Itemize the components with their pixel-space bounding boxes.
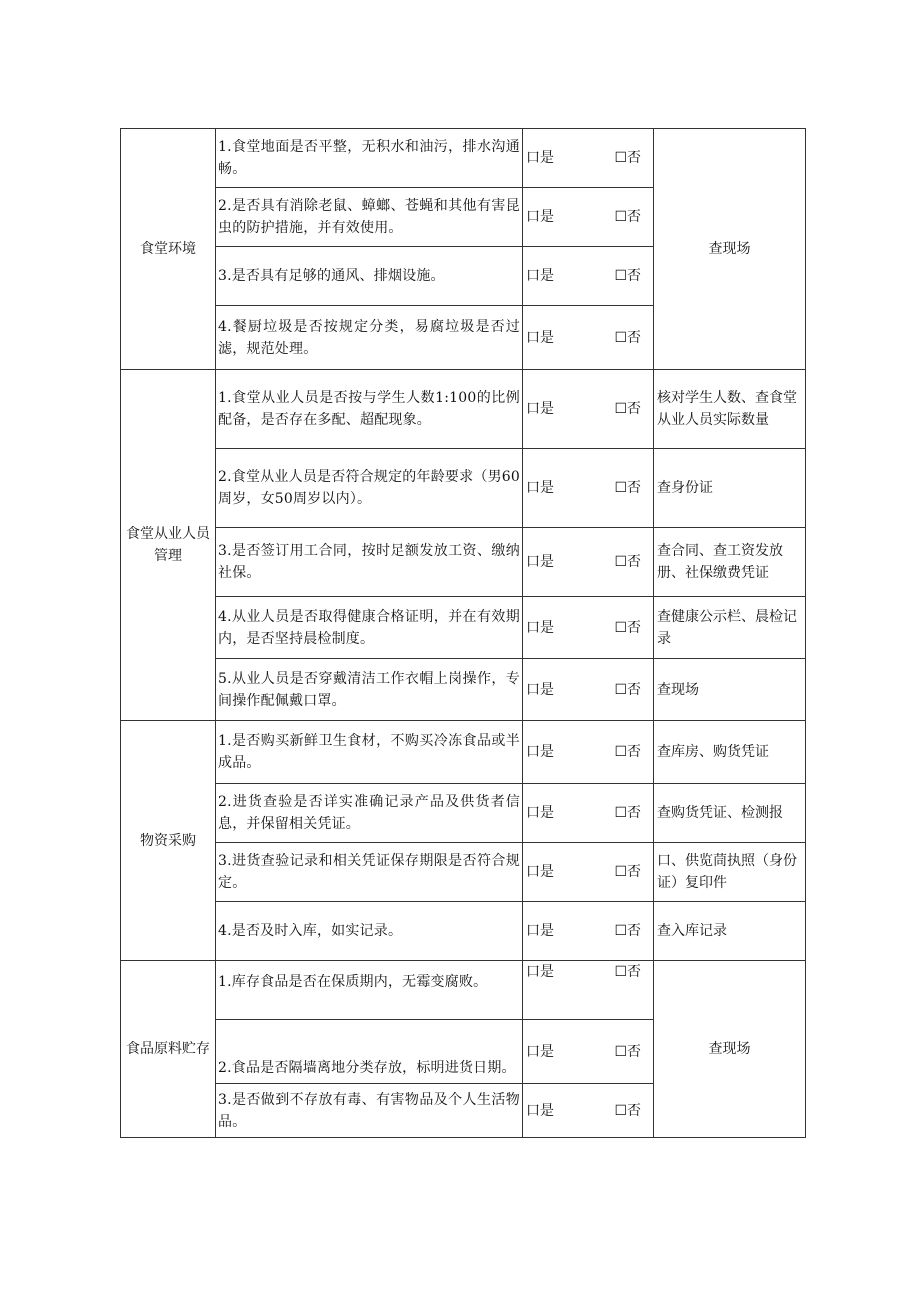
- yes-checkbox[interactable]: 口是: [526, 150, 554, 166]
- check-item: 4.从业人员是否取得健康合格证明，并在有效期内，是否坚持晨检制度。: [216, 597, 523, 659]
- no-checkbox[interactable]: ☐否: [614, 554, 641, 570]
- yes-checkbox[interactable]: 口是: [526, 681, 554, 698]
- no-checkbox[interactable]: ☐否: [614, 964, 641, 980]
- no-checkbox[interactable]: ☐否: [614, 268, 641, 284]
- no-checkbox[interactable]: ☐否: [614, 209, 641, 225]
- category-cell: 食品原料贮存: [121, 961, 216, 1138]
- check-method: 查现场: [654, 129, 806, 370]
- yes-no-options: [523, 528, 654, 597]
- yes-no-options: [523, 188, 654, 247]
- category-cell: 食堂从业人员管理: [121, 370, 216, 721]
- yes-checkbox[interactable]: 口是: [526, 329, 554, 346]
- no-checkbox[interactable]: ☐否: [614, 805, 641, 821]
- yes-no-options: [523, 1084, 654, 1138]
- no-checkbox[interactable]: ☐否: [614, 1102, 641, 1119]
- yes-checkbox[interactable]: 口是: [526, 554, 554, 570]
- yes-no-options: [523, 129, 654, 188]
- check-item: 2.食品是否隔墙离地分类存放，标明进货日期。: [216, 1020, 523, 1084]
- yes-no-options: [523, 961, 654, 1020]
- yes-no-options: [523, 449, 654, 528]
- yes-no-options: [523, 306, 654, 370]
- inspection-sheet: [120, 128, 805, 1138]
- yes-no-options: [523, 902, 654, 961]
- check-method: 查购货凭证、检测报: [654, 784, 806, 843]
- check-item: 1.是否购买新鲜卫生食材，不购买冷冻食品或半成品。: [216, 721, 523, 784]
- yes-no-options: [523, 784, 654, 843]
- yes-no-options: [523, 659, 654, 721]
- no-checkbox[interactable]: ☐否: [614, 401, 641, 417]
- check-item: 4.是否及时入库，如实记录。: [216, 902, 523, 961]
- check-method: 核对学生人数、查食堂从业人员实际数量: [654, 370, 806, 449]
- yes-checkbox[interactable]: 口是: [526, 964, 554, 980]
- check-item: 3.是否做到不存放有毒、有害物品及个人生活物品。: [216, 1084, 523, 1138]
- no-checkbox[interactable]: ☐否: [614, 864, 641, 880]
- check-method: 口、供览茼执照（身份证）复印件: [654, 843, 806, 902]
- yes-no-options: [523, 370, 654, 449]
- check-item: 2.是否具有消除老鼠、蟑螂、苍蝇和其他有害昆虫的防护措施，并有效使用。: [216, 188, 523, 247]
- check-item: 5.从业人员是否穿戴清洁工作衣帽上岗操作，专间操作配佩戴口罩。: [216, 659, 523, 721]
- table-row: [121, 843, 806, 902]
- category-cell: 食堂环境: [121, 129, 216, 370]
- check-item: 3.是否签订用工合同，按时足额发放工资、缴纳社保。: [216, 528, 523, 597]
- check-method: 查合同、查工资发放册、社保缴费凭证: [654, 528, 806, 597]
- check-method: 查健康公示栏、晨检记录: [654, 597, 806, 659]
- no-checkbox[interactable]: ☐否: [614, 480, 641, 496]
- yes-checkbox[interactable]: 口是: [526, 480, 554, 496]
- yes-checkbox[interactable]: 口是: [526, 864, 554, 880]
- check-item: 3.是否具有足够的通风、排烟设施。: [216, 247, 523, 306]
- inspection-table: [120, 128, 806, 1138]
- check-item: 3.进货查验记录和相关凭证保存期限是否符合规定。: [216, 843, 523, 902]
- check-item: 2.食堂从业人员是否符合规定的年龄要求（男60周岁，女50周岁以内）。: [216, 449, 523, 528]
- yes-no-options: [523, 721, 654, 784]
- yes-checkbox[interactable]: 口是: [526, 923, 554, 939]
- table-row: [121, 721, 806, 784]
- yes-no-options: [523, 597, 654, 659]
- check-method: 查库房、购货凭证: [654, 721, 806, 784]
- table-row: [121, 902, 806, 961]
- yes-checkbox[interactable]: 口是: [526, 401, 554, 417]
- no-checkbox[interactable]: ☐否: [614, 329, 641, 346]
- check-method: 查身份证: [654, 449, 806, 528]
- table-row: [121, 129, 806, 188]
- table-row: [121, 370, 806, 449]
- check-method: 查现场: [654, 961, 806, 1138]
- yes-checkbox[interactable]: 口是: [526, 268, 554, 284]
- no-checkbox[interactable]: ☐否: [614, 744, 641, 760]
- table-row: [121, 961, 806, 1020]
- table-row: [121, 659, 806, 721]
- table-row: [121, 597, 806, 659]
- no-checkbox[interactable]: ☐否: [614, 619, 641, 636]
- yes-no-options: [523, 843, 654, 902]
- table-row: [121, 528, 806, 597]
- check-item: 1.库存食品是否在保质期内，无霉变腐败。: [216, 961, 523, 1020]
- check-item: 1.食堂从业人员是否按与学生人数1:100的比例配备，是否存在多配、超配现象。: [216, 370, 523, 449]
- yes-checkbox[interactable]: 口是: [526, 744, 554, 760]
- yes-checkbox[interactable]: 口是: [526, 209, 554, 225]
- yes-checkbox[interactable]: 口是: [526, 805, 554, 821]
- check-item: 1.食堂地面是否平整，无积水和油污，排水沟通畅。: [216, 129, 523, 188]
- check-item: 2.进货查验是否详实准确记录产品及供货者信息，并保留相关凭证。: [216, 784, 523, 843]
- check-method: 查现场: [654, 659, 806, 721]
- yes-checkbox[interactable]: 口是: [526, 619, 554, 636]
- yes-checkbox[interactable]: 口是: [526, 1102, 554, 1119]
- yes-no-options: [523, 247, 654, 306]
- yes-checkbox[interactable]: 口是: [526, 1043, 554, 1060]
- table-row: [121, 784, 806, 843]
- no-checkbox[interactable]: ☐否: [614, 681, 641, 698]
- no-checkbox[interactable]: ☐否: [614, 923, 641, 939]
- category-cell: 物资采购: [121, 721, 216, 961]
- no-checkbox[interactable]: ☐否: [614, 150, 641, 166]
- yes-no-options: [523, 1020, 654, 1084]
- check-item: 4.餐厨垃圾是否按规定分类，易腐垃圾是否过滤，规范处理。: [216, 306, 523, 370]
- table-row: [121, 449, 806, 528]
- no-checkbox[interactable]: ☐否: [614, 1043, 641, 1060]
- check-method: 查入库记录: [654, 902, 806, 961]
